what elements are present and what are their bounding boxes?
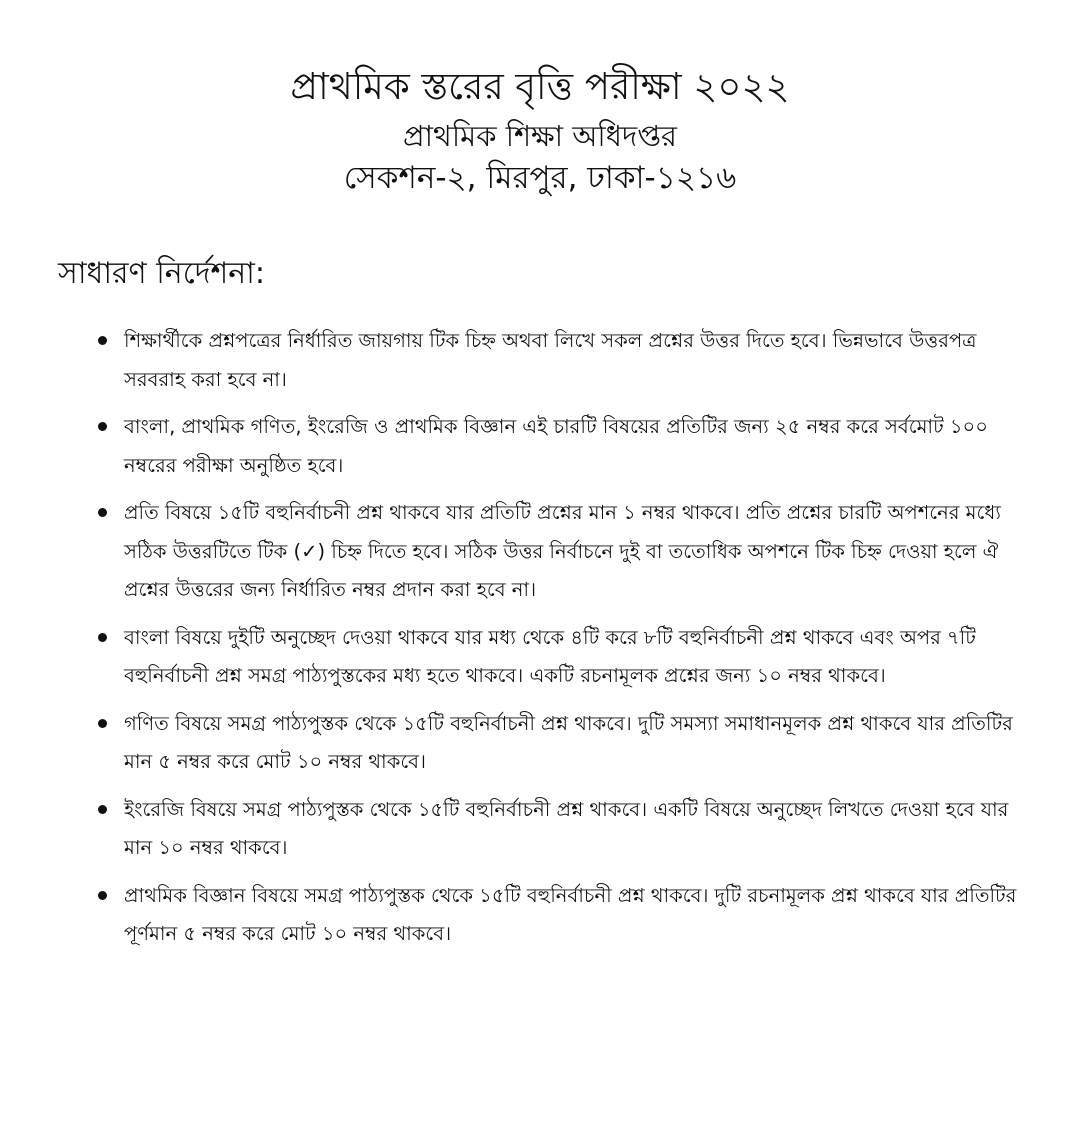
bullet-icon [98,336,107,345]
instruction-text: গণিত বিষয়ে সমগ্র পাঠ্যপুস্তক থেকে ১৫টি বহুনির্বাচনী প্রশ্ন থাকবে। দুটি সমস্যা সমাধানমূলক প্রশ্ন থাকবে যার প্রতিটির মান ৫ নম্বর করে মোট ১০ নম্বর থাকবে। [124,711,1013,773]
instruction-list [0,322,1080,963]
list-item [0,322,1080,399]
bullet-icon [98,422,107,431]
instruction-text: প্রতি বিষয়ে ১৫টি বহুনির্বাচনী প্রশ্ন থাকবে যার প্রতিটি প্রশ্নের মান ১ নম্বর থাকবে। প্রতি প্রশ্নের চারটি অপশনের মধ্যে সঠিক উত্তরটিতে টিক (✓) চিহ্ন দিতে হবে। সঠিক উত্তর নির্বাচনে দুই বা ততোধিক অপশনে টিক চিহ্ন দেওয়া হলে ঐ প্রশ্নের উত্তরের জন্য নির্ধারিত নম্বর প্রদান করা হবে না। [124,501,1001,601]
list-item [0,408,1080,485]
list-item [0,619,1080,696]
instruction-text: ইংরেজি বিষয়ে সমগ্র পাঠ্যপুস্তক থেকে ১৫টি বহুনির্বাচনী প্রশ্ন থাকবে। একটি বিষয়ে অনুচ্ছেদ লিখতে দেওয়া হবে যার মান ১০ নম্বর থাকবে। [124,797,1009,859]
list-item [0,494,1080,610]
document-title: প্রাথমিক স্তরের বৃত্তি পরীক্ষা ২০২২ [290,65,790,108]
section-heading: সাধারণ নির্দেশনা: [58,256,265,291]
bullet-icon [98,719,107,728]
office-address: সেকশন-২, মিরপুর, ঢাকা-১২১৬ [343,160,737,196]
list-item [0,705,1080,782]
instruction-text: প্রাথমিক বিজ্ঞান বিষয়ে সমগ্র পাঠ্যপুস্তক থেকে ১৫টি বহুনির্বাচনী প্রশ্ন থাকবে। দুটি রচনামূলক প্রশ্ন থাকবে যার প্রতিটির পূর্ণমান ৫ নম্বর করে মোট ১০ নম্বর থাকবে। [124,883,1017,945]
list-item [0,877,1080,954]
bullet-icon [98,508,107,517]
issuing-office: প্রাথমিক শিক্ষা অধিদপ্তর [402,119,677,153]
bullet-icon [98,891,107,900]
list-item [0,791,1080,868]
instruction-text: বাংলা বিষয়ে দুইটি অনুচ্ছেদ দেওয়া থাকবে যার মধ্য থেকে ৪টি করে ৮টি বহুনির্বাচনী প্রশ্ন থাকবে এবং অপর ৭টি বহুনির্বাচনী প্রশ্ন সমগ্র পাঠ্যপুস্তকের মধ্য হতে থাকবে। একটি রচনামূলক প্রশ্নের জন্য ১০ নম্বর থাকবে। [124,625,976,687]
bullet-icon [98,633,107,642]
instruction-text: শিক্ষার্থীকে প্রশ্নপত্রের নির্ধারিত জায়গায় টিক চিহ্ন অথবা লিখে সকল প্রশ্নের উত্তর দিতে হবে। ভিন্নভাবে উত্তরপত্র সরবরাহ করা হবে না। [124,329,977,391]
instruction-text: বাংলা, প্রাথমিক গণিত, ইংরেজি ও প্রাথমিক বিজ্ঞান এই চারটি বিষয়ের প্রতিটির জন্য ২৫ নম্বর করে সর্বমোট ১০০ নম্বরের পরীক্ষা অনুষ্ঠিত হবে। [124,415,988,477]
bullet-icon [98,805,107,814]
